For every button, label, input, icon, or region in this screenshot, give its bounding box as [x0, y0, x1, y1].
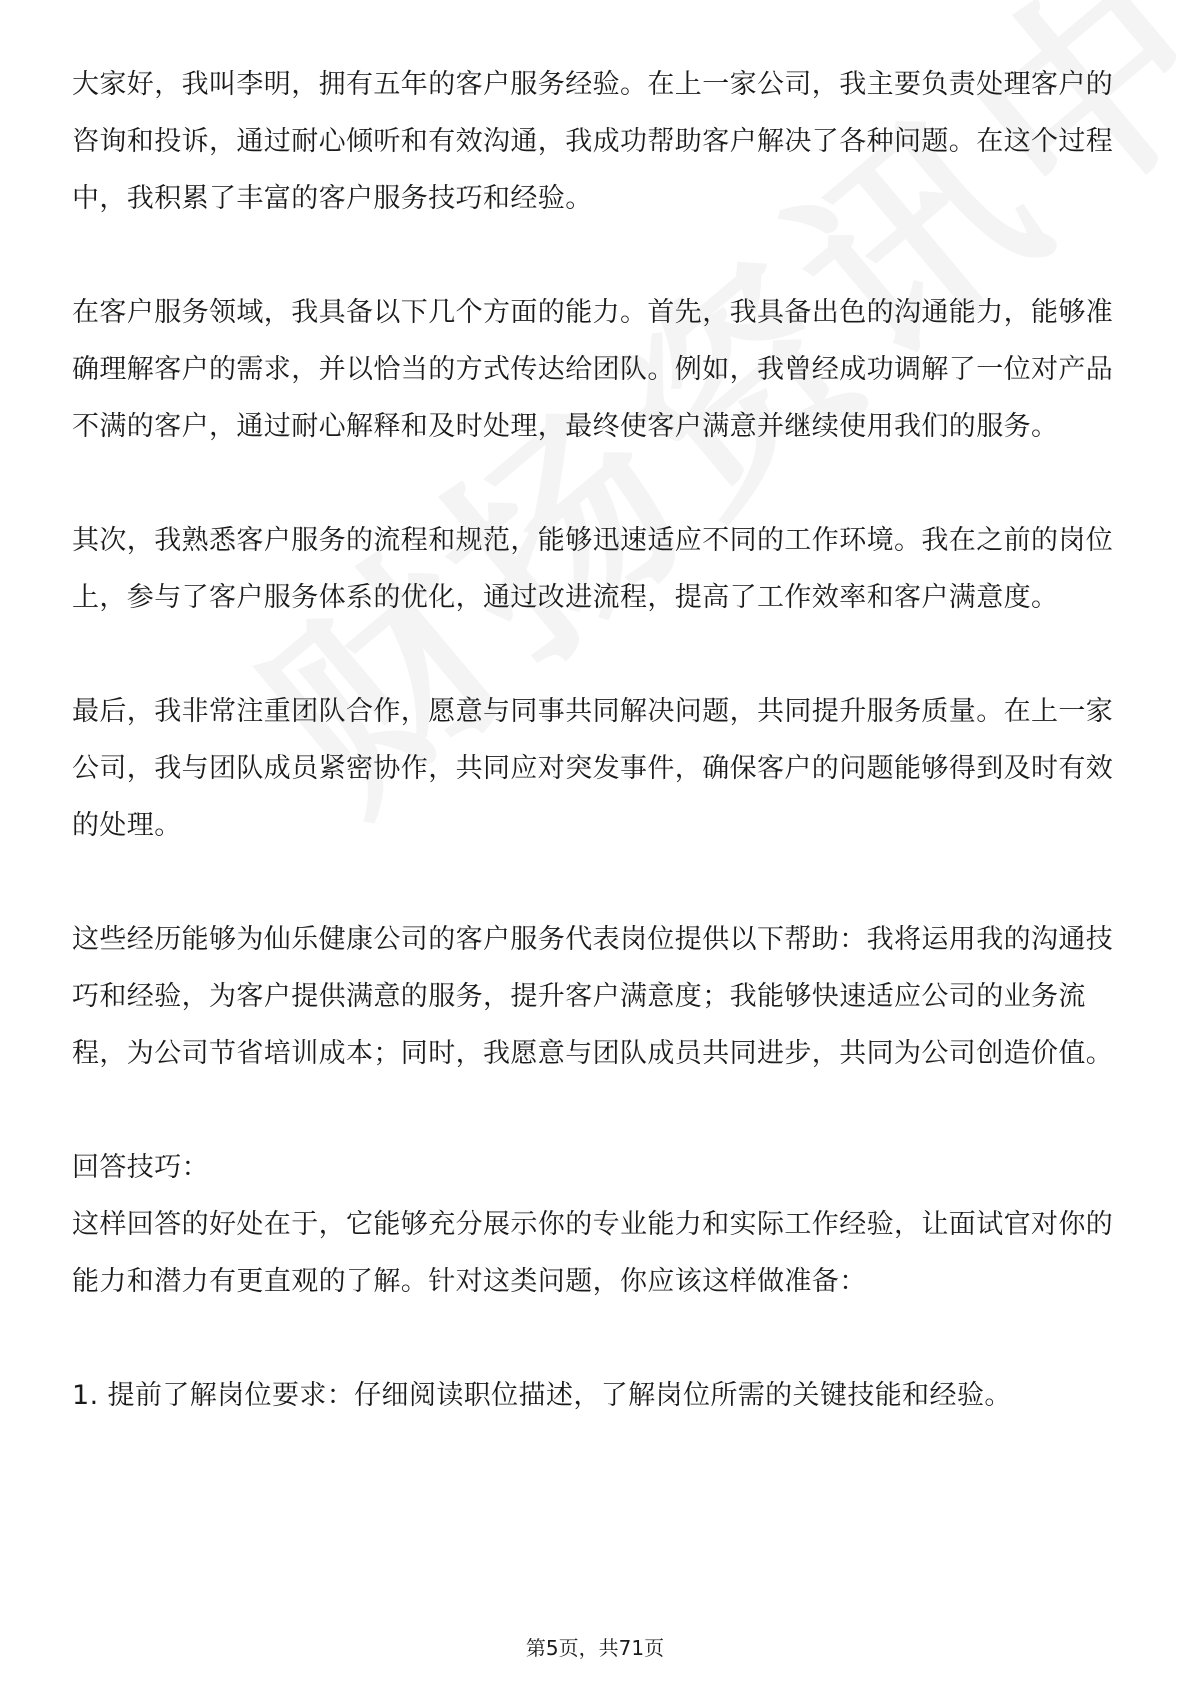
paragraph-abilities: 在客户服务领域，我具备以下几个方面的能力。首先，我具备出色的沟通能力，能够准确理解客户的需求，并以恰当的方式传达给团队。例如，我曾经成功调解了一位对产品不满的客户，通过耐心解释和及时处理，最终使客户满意并继续使用我们的服务。 [72, 297, 1114, 442]
document-body [72, 56, 1118, 1424]
tips-heading: 回答技巧： [72, 1152, 209, 1183]
paragraph-teamwork: 最后，我非常注重团队合作，愿意与同事共同解决问题，共同提升服务质量。在上一家公司，我与团队成员紧密协作，共同应对突发事件，确保客户的问题能够得到及时有效的处理。 [72, 696, 1114, 841]
paragraph-intro: 大家好，我叫李明，拥有五年的客户服务经验。在上一家公司，我主要负责处理客户的咨询和投诉，通过耐心倾听和有效沟通，我成功帮助客户解决了各种问题。在这个过程中，我积累了丰富的客户服务技巧和经验。 [72, 69, 1114, 214]
paragraph-process: 其次，我熟悉客户服务的流程和规范，能够迅速适应不同的工作环境。我在之前的岗位上，参与了客户服务体系的优化，通过改进流程，提高了工作效率和客户满意度。 [72, 525, 1114, 613]
paragraph-value: 这些经历能够为仙乐健康公司的客户服务代表岗位提供以下帮助：我将运用我的沟通技巧和经验，为客户提供满意的服务，提升客户满意度；我能够快速适应公司的业务流程，为公司节省培训成本；同时，我愿意与团队成员共同进步，共同为公司创造价值。 [72, 924, 1114, 1069]
tips-body: 这样回答的好处在于，它能够充分展示你的专业能力和实际工作经验，让面试官对你的能力和潜力有更直观的了解。针对这类问题，你应该这样做准备： [72, 1209, 1114, 1297]
list-item-1: 1. 提前了解岗位要求：仔细阅读职位描述，了解岗位所需的关键技能和经验。 [72, 1380, 1012, 1411]
page-number: 第5页，共71页 [525, 1636, 665, 1660]
